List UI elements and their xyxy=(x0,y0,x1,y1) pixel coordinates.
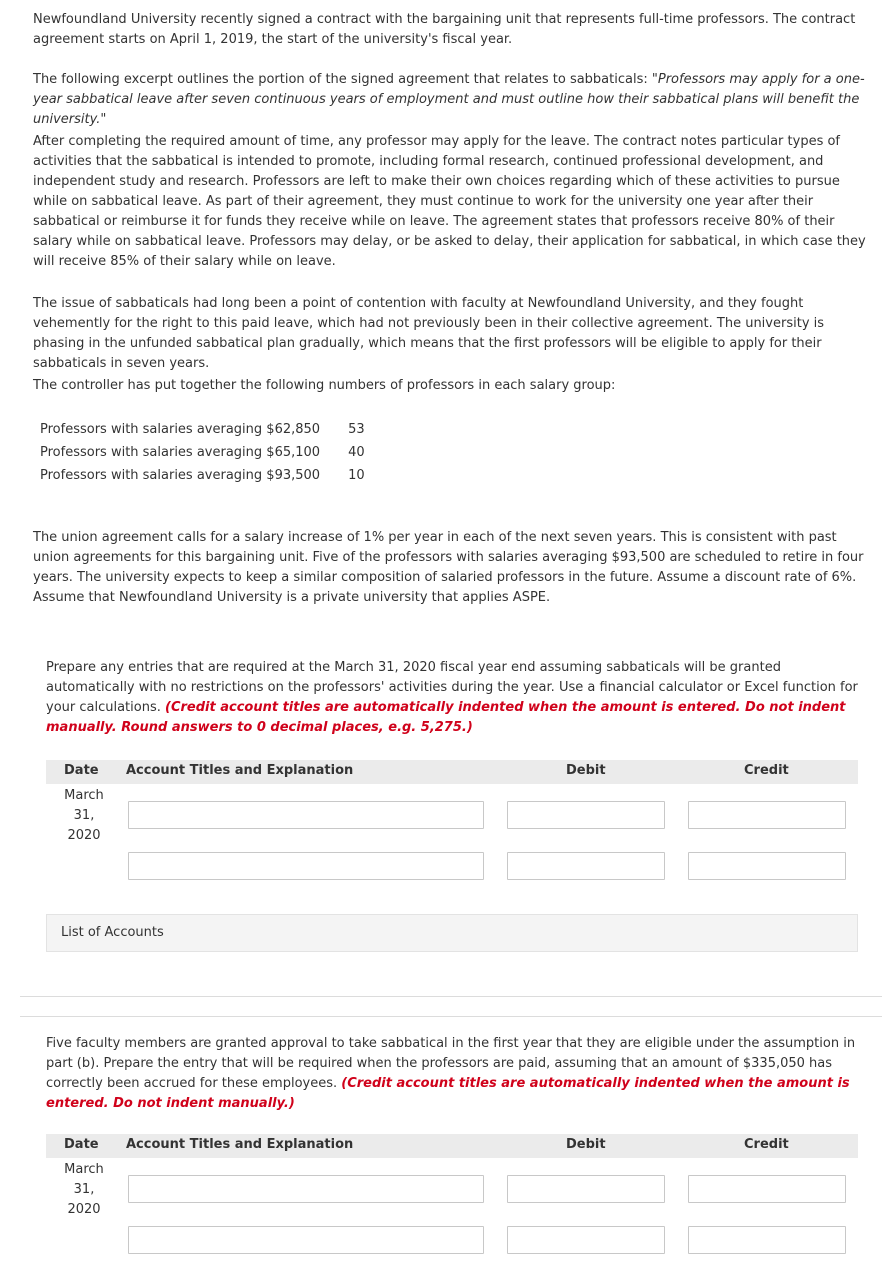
intro-paragraph-3: After completing the required amount of time, any professor may apply for the leave. The contract notes particular types of activities that the sabbatical is intended to promote, including formal research, continued professional development, and independent study and research. Professors are left to make their own choices regarding which of these activities to pursue while on sabbatical leave. As part of their agreement, they must continue to work for the university one year after their sabbatical or reimburse it for funds they receive while on leave. The agreement states that professors receive 80% of their salary while on sabbatical leave. Professors may delay, or be asked to delay, their application for sabbatical, in which case they will receive 85% of their salary while on leave. xyxy=(33,134,866,269)
salary-group-label: Professors with salaries averaging $93,500 xyxy=(40,468,321,483)
debit-input[interactable] xyxy=(507,852,665,880)
salary-group-count: 53 xyxy=(348,422,365,437)
date-year: 2020 xyxy=(67,828,101,843)
account-title-input[interactable] xyxy=(128,1226,484,1254)
intro-paragraph-1: Newfoundland University recently signed a contract with the bargaining unit that represents full-time professors. The contract agreement starts on April 1, 2019, the start of the university's fiscal year. xyxy=(33,12,856,47)
salary-group-row xyxy=(40,464,365,487)
account-header: Account Titles and Explanation xyxy=(126,1137,354,1152)
account-title-input[interactable] xyxy=(128,1175,484,1203)
date-header: Date xyxy=(64,763,99,778)
date-month: March xyxy=(64,1162,104,1177)
debit-input[interactable] xyxy=(507,1175,665,1203)
part1-journal-entry xyxy=(46,760,858,843)
salary-group-row xyxy=(40,441,365,464)
date-day: 31, xyxy=(73,808,95,823)
intro-paragraph-2-lead: The following excerpt outlines the portion of the signed agreement that relates to sabbaticals: xyxy=(33,72,652,87)
debit-input[interactable] xyxy=(507,801,665,829)
part2-instruction: (Credit account titles are automatically indented when the amount is entered. Do not indent manually.) xyxy=(46,1076,850,1111)
intro-paragraph-4: The issue of sabbaticals had long been a point of contention with faculty at Newfoundland University, and they fought vehemently for the right to this paid leave, which had not previously been in their collective agreement. The university is phasing in the unfunded sabbatical plan gradually, which means that the first professors will be eligible to apply for their sabbaticals in seven years. xyxy=(33,296,825,371)
part2-prompt xyxy=(46,1034,866,1114)
list-of-accounts-label: List of Accounts xyxy=(61,925,164,940)
account-title-input[interactable] xyxy=(128,801,484,829)
part2-journal-entry xyxy=(46,1134,858,1217)
account-header: Account Titles and Explanation xyxy=(126,763,354,778)
date-day: 31, xyxy=(73,1182,95,1197)
part1-table-header xyxy=(46,760,858,784)
date-header: Date xyxy=(64,1137,99,1152)
salary-group-row xyxy=(40,418,365,441)
part1-prompt-text: Prepare any entries that are required at the March 31, 2020 fiscal year end assuming sabbaticals will be granted automatically with no restrictions on the professors' activities during the year. Use a financial calculator or Excel function for your calculations. xyxy=(46,660,858,715)
date-year: 2020 xyxy=(67,1202,101,1217)
part2-prompt-text: Five faculty members are granted approval to take sabbatical in the first year that they are eligible under the assumption in part (b). Prepare the entry that will be required when the professors are paid, assuming that an amount of $335,050 has correctly been accrued for these employees. xyxy=(46,1036,856,1091)
credit-header: Credit xyxy=(744,1137,789,1152)
debit-input[interactable] xyxy=(507,1226,665,1254)
credit-input[interactable] xyxy=(688,801,846,829)
list-of-accounts-button[interactable] xyxy=(46,914,858,952)
section-divider xyxy=(20,1016,882,1017)
intro-paragraph-6: The union agreement calls for a salary increase of 1% per year in each of the next seven years. This is consistent with past union agreements for this bargaining unit. Five of the professors with salaries averaging $93,500 are scheduled to retire in four years. The university expects to keep a similar composition of salaried professors in the future. Assume a discount rate of 6%. Assume that Newfoundland University is a private university that applies ASPE. xyxy=(33,530,864,605)
debit-header: Debit xyxy=(566,1137,606,1152)
date-month: March xyxy=(64,788,104,803)
salary-group-count: 40 xyxy=(348,445,365,460)
intro-paragraph-5: The controller has put together the following numbers of professors in each salary group: xyxy=(33,378,616,393)
credit-input[interactable] xyxy=(688,1175,846,1203)
credit-header: Credit xyxy=(744,763,789,778)
salary-group-count: 10 xyxy=(348,468,365,483)
salary-group-label: Professors with salaries averaging $65,100 xyxy=(40,445,321,460)
credit-input[interactable] xyxy=(688,1226,846,1254)
salary-groups-table xyxy=(40,418,365,487)
debit-header: Debit xyxy=(566,763,606,778)
entry-date xyxy=(46,1160,122,1220)
part1-instruction: (Credit account titles are automatically indented when the amount is entered. Do not indent manually. Round answers to 0 decimal places, e.g. 5,275.) xyxy=(46,700,846,735)
sabbatical-quote: "Professors may apply for a one-year sabbatical leave after seven continuous years of employment and must outline how their sabbatical plans will benefit the university." xyxy=(33,72,865,127)
account-title-input[interactable] xyxy=(128,852,484,880)
entry-date xyxy=(46,786,122,846)
part2-table-header xyxy=(46,1134,858,1158)
credit-input[interactable] xyxy=(688,852,846,880)
part1-prompt xyxy=(46,658,866,738)
salary-group-label: Professors with salaries averaging $62,850 xyxy=(40,422,321,437)
intro-paragraph-2 xyxy=(33,70,873,130)
section-divider xyxy=(20,996,882,997)
